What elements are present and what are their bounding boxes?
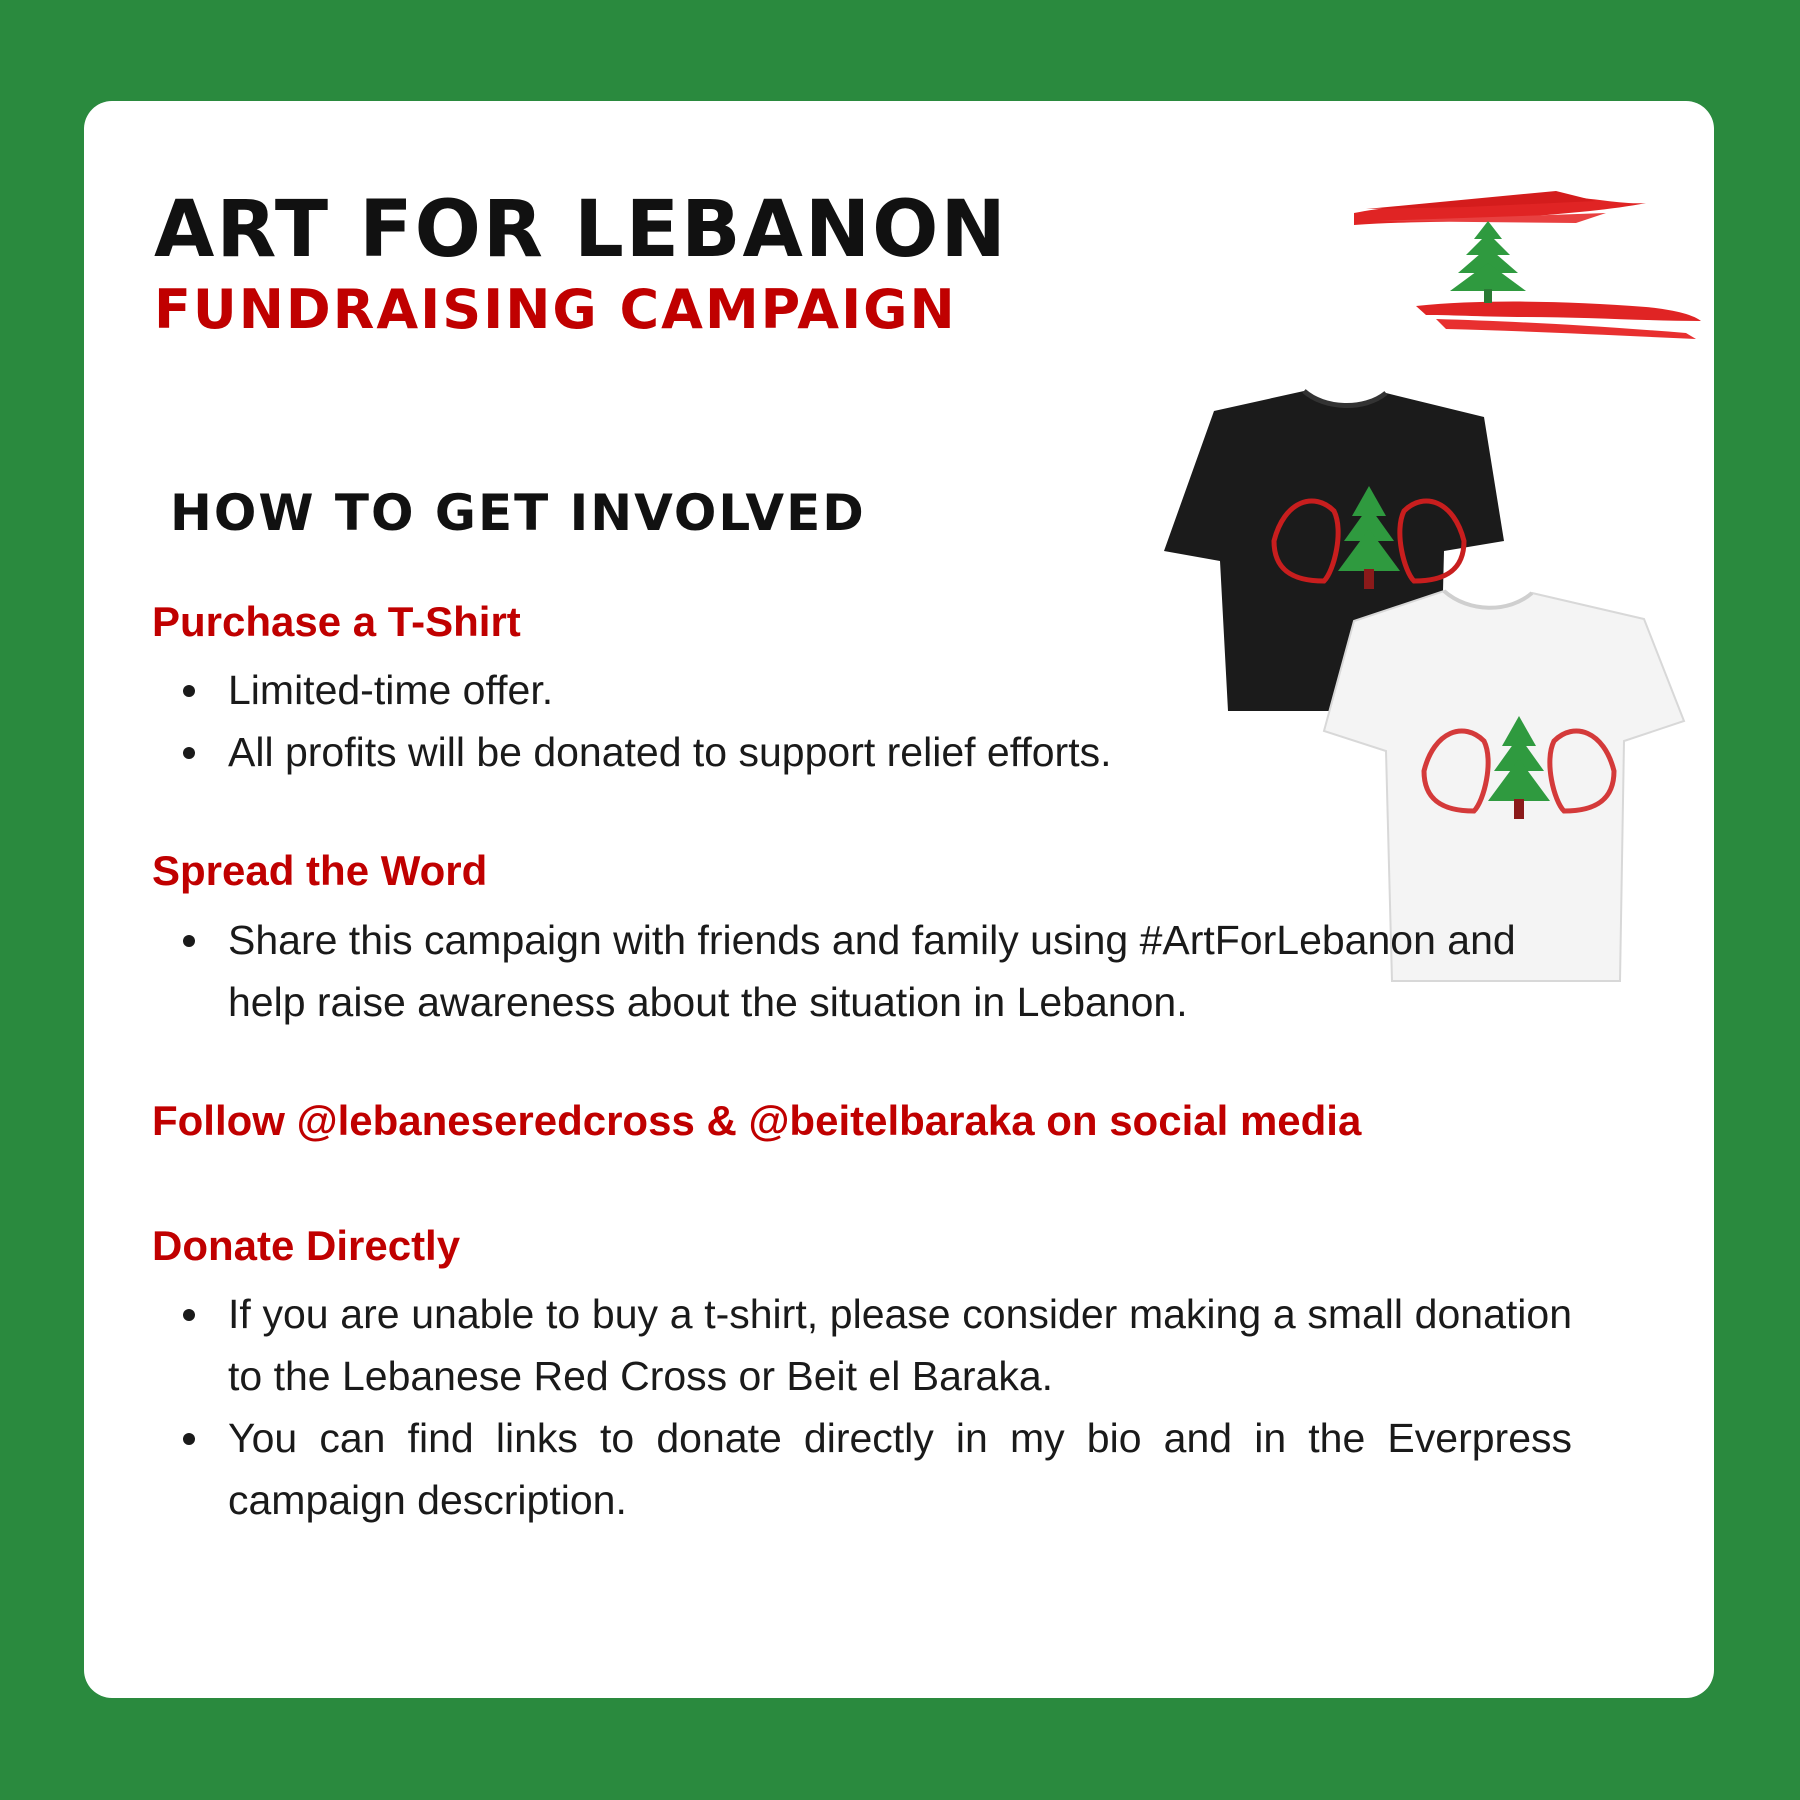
bullet-icon	[183, 685, 195, 697]
section-title-donate: Donate Directly	[152, 1222, 461, 1269]
list-item: All profits will be donated to support relief efforts.	[152, 721, 1512, 783]
section-title-purchase: Purchase a T-Shirt	[152, 598, 521, 645]
section-heading-how-to-get-involved: HOW TO GET INVOLVED	[170, 484, 866, 542]
content-card	[84, 101, 1714, 1698]
section-title-follow: Follow @lebaneseredcross & @beitelbaraka on social media	[152, 1097, 1362, 1144]
page-subtitle: FUNDRAISING CAMPAIGN	[154, 278, 957, 341]
purchase-bullet-list	[152, 659, 1512, 783]
bullet-icon	[183, 1309, 195, 1321]
bullet-icon	[183, 935, 195, 947]
donate-bullet-list	[152, 1283, 1572, 1531]
lebanon-flag-icon	[1346, 181, 1706, 356]
list-item: Share this campaign with friends and family using #ArtForLebanon and help raise awareness about the situation in Lebanon.	[152, 909, 1562, 1033]
cedar-tree-icon	[1450, 221, 1526, 303]
spread-bullet-list	[152, 909, 1562, 1033]
page-title: ART FOR LEBANON	[154, 185, 1008, 275]
section-title-spread: Spread the Word	[152, 847, 488, 894]
list-item: You can find links to donate directly in my bio and in the Everpress campaign description.	[152, 1407, 1572, 1531]
list-item: Limited-time offer.	[152, 659, 1512, 721]
bullet-icon	[183, 747, 195, 759]
list-item: If you are unable to buy a t-shirt, please consider making a small donation to the Lebanese Red Cross or Beit el Baraka.	[152, 1283, 1572, 1407]
bullet-icon	[183, 1433, 195, 1445]
